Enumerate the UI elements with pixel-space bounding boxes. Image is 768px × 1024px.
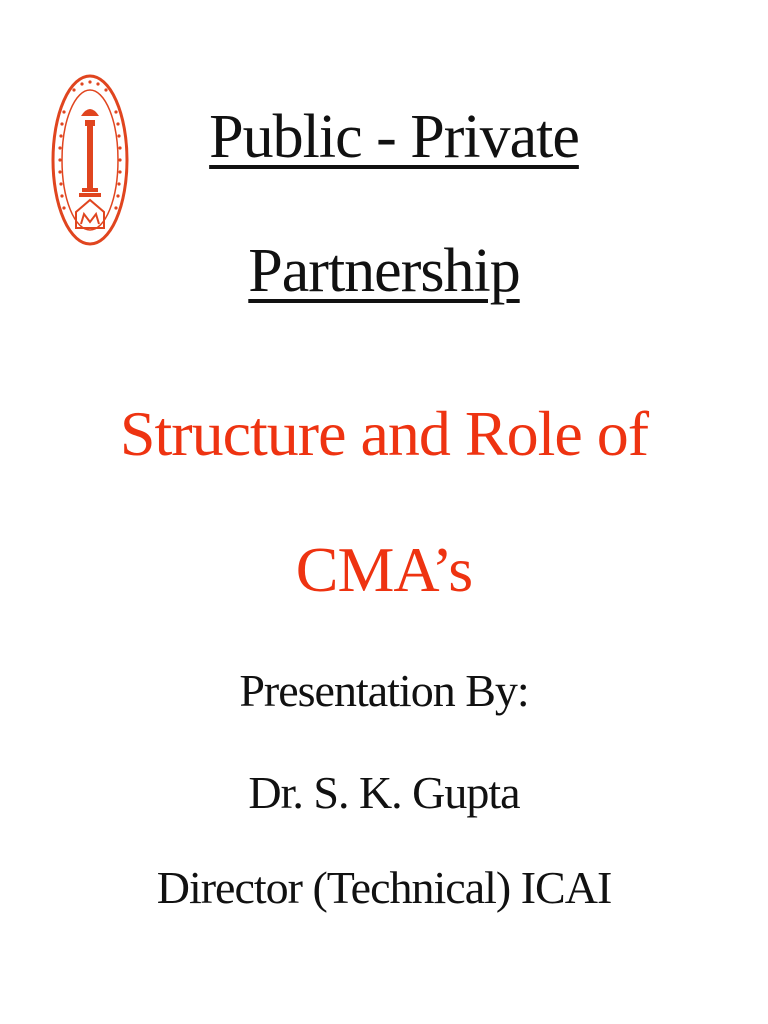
- title-text-1: Public - Private: [209, 103, 579, 171]
- title-line-2: [0, 237, 768, 305]
- presenter-designation: Director (Technical) ICAI: [156, 862, 612, 913]
- subtitle-line-1: Structure and Role of: [119, 398, 649, 469]
- title-text-2: Partnership: [248, 237, 520, 305]
- subtitle-line-2: CMA’s: [295, 534, 473, 605]
- presenter-name: Dr. S. K. Gupta: [248, 767, 520, 818]
- title-line-1: [0, 103, 768, 171]
- presentation-by-label: Presentation By:: [239, 665, 529, 716]
